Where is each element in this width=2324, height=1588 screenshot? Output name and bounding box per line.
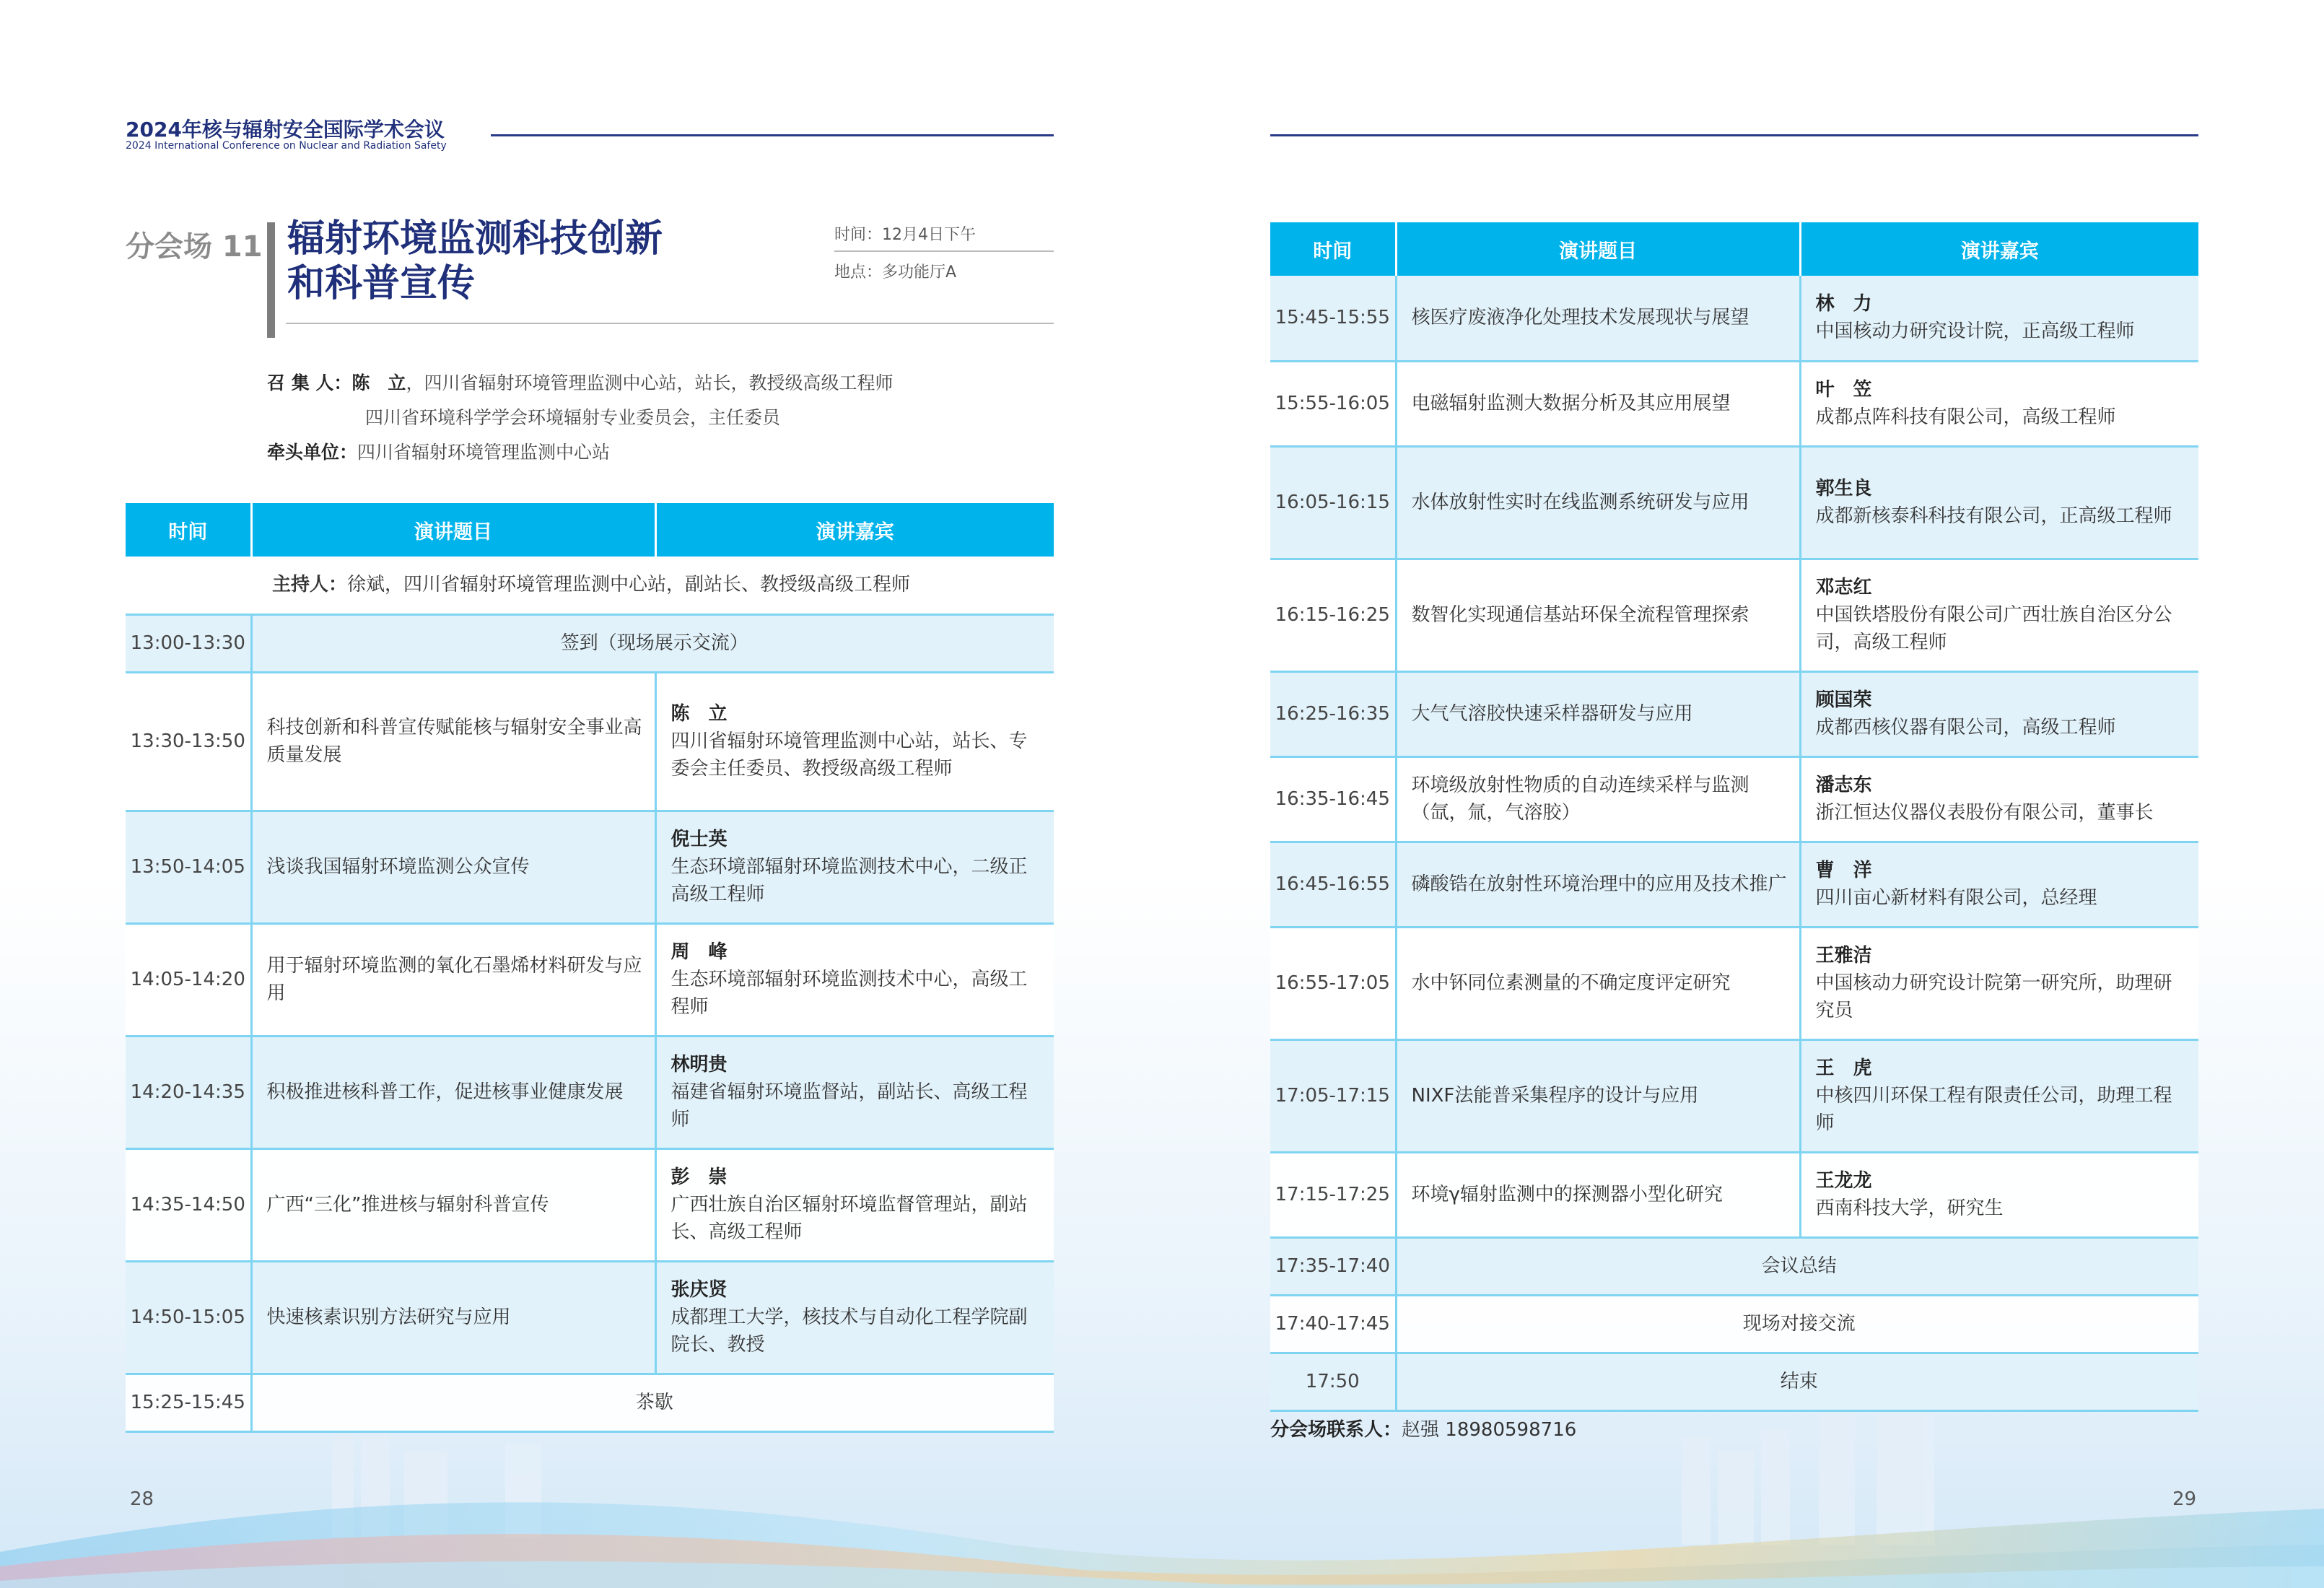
time-cell: 13:50-14:05 [126, 811, 251, 923]
speaker-affiliation: 浙江恒达仪器仪表股份有限公司，董事长 [1815, 802, 2154, 824]
convener-label: 召 集 人： [267, 372, 352, 393]
schedule-row-span [1270, 1237, 2198, 1295]
topic-cell: 磷酸锆在放射性环境治理中的应用及技术推广 [1396, 842, 1800, 927]
time-cell: 15:45-15:55 [1270, 276, 1396, 361]
topic-cell: 快速核素识别方法研究与应用 [251, 1261, 655, 1374]
speaker-affiliation: 中国铁塔股份有限公司广西壮族自治区分公司，高级工程师 [1815, 604, 2172, 653]
speaker-name: 曹 洋 [1815, 860, 1872, 881]
session-title-line1: 辐射环境监测科技创新 [287, 217, 663, 261]
speaker-affiliation: 成都点阵科技有限公司，高级工程师 [1815, 406, 2116, 428]
time-cell: 16:05-16:15 [1270, 446, 1396, 559]
speaker-cell [1800, 1152, 2198, 1237]
speaker-cell [1800, 361, 2198, 446]
time-cell: 17:40-17:45 [1270, 1295, 1396, 1353]
speaker-cell [655, 923, 1054, 1036]
speaker-name: 王龙龙 [1815, 1170, 1872, 1192]
session-title-bar [267, 222, 275, 338]
span-cell: 签到（现场展示交流） [251, 614, 1054, 672]
time-cell: 16:35-16:45 [1270, 756, 1396, 842]
speaker-affiliation: 中核四川环保工程有限责任公司，助理工程师 [1815, 1085, 2172, 1134]
span-cell: 现场对接交流 [1396, 1295, 2198, 1353]
speaker-cell [1800, 927, 2198, 1039]
schedule-row-span [1270, 1353, 2198, 1410]
host-text: 徐斌，四川省辐射环境管理监测中心站，副站长、教授级高级工程师 [347, 574, 911, 596]
topic-cell: 浅谈我国辐射环境监测公众宣传 [251, 811, 655, 923]
schedule-row [1270, 842, 2198, 927]
header-topic: 演讲题目 [1396, 222, 1800, 276]
speaker-cell [1800, 842, 2198, 927]
topic-cell: 环境γ辐射监测中的探测器小型化研究 [1396, 1152, 1800, 1237]
schedule-row [1270, 1039, 2198, 1152]
speaker-name: 周 峰 [670, 941, 728, 963]
header-rule-right [1270, 134, 2198, 136]
speaker-name: 潘志东 [1815, 775, 1872, 796]
speaker-affiliation: 成都理工大学，核技术与自动化工程学院副院长、教授 [670, 1306, 1028, 1356]
schedule-row [1270, 1152, 2198, 1237]
time-cell: 15:55-16:05 [1270, 361, 1396, 446]
speaker-name: 倪士英 [670, 829, 728, 850]
topic-cell: 水中钚同位素测量的不确定度评定研究 [1396, 927, 1800, 1039]
speaker-name: 王 虎 [1815, 1057, 1872, 1079]
time-cell: 13:00-13:30 [126, 614, 251, 672]
speaker-cell [1800, 1039, 2198, 1152]
speaker-cell [1800, 276, 2198, 361]
table-header-row [1270, 222, 2198, 276]
speaker-affiliation: 成都西核仪器有限公司，高级工程师 [1815, 717, 2116, 738]
speaker-cell [655, 811, 1054, 923]
topic-cell: 水体放射性实时在线监测系统研发与应用 [1396, 446, 1800, 559]
schedule-row [126, 923, 1054, 1036]
schedule-row [126, 1261, 1054, 1374]
schedule-row-span [1270, 1295, 2198, 1353]
host-row [126, 557, 1054, 614]
topic-cell: 用于辐射环境监测的氧化石墨烯材料研发与应用 [251, 923, 655, 1036]
contact-label: 分会场联系人： [1270, 1419, 1402, 1441]
session-location: 地点：多功能厅A [834, 263, 957, 282]
time-cell: 17:15-17:25 [1270, 1152, 1396, 1237]
page-number-left: 28 [130, 1488, 154, 1510]
speaker-name: 邓志红 [1815, 577, 1872, 598]
header-time: 时间 [126, 503, 251, 557]
session-header-rule [286, 323, 1054, 324]
topic-cell: 环境级放射性物质的自动连续采样与监测（氙，氚，气溶胶） [1396, 756, 1800, 842]
schedule-row [126, 672, 1054, 811]
speaker-cell [655, 1036, 1054, 1148]
time-cell: 13:30-13:50 [126, 672, 251, 811]
session-title [287, 217, 735, 306]
page-number-right: 29 [2172, 1488, 2197, 1510]
header-speaker: 演讲嘉宾 [1800, 222, 2198, 276]
schedule-row [126, 811, 1054, 923]
lead-unit-label: 牵头单位： [267, 442, 358, 463]
span-cell: 会议总结 [1396, 1237, 2198, 1295]
time-cell: 14:20-14:35 [126, 1036, 251, 1148]
header-rule-left [491, 134, 1054, 136]
span-cell: 茶歇 [251, 1374, 1054, 1431]
speaker-name: 顾国荣 [1815, 689, 1872, 711]
speaker-name: 郭生良 [1815, 478, 1872, 499]
convener-name: 陈 立 [351, 372, 406, 393]
speaker-affiliation: 四川省辐射环境管理监测中心站，站长、专委会主任委员、教授级高级工程师 [670, 730, 1028, 780]
convener-detail: ，四川省辐射环境管理监测中心站，站长，教授级高级工程师 [406, 372, 894, 393]
lead-unit-value: 四川省辐射环境管理监测中心站 [357, 442, 611, 463]
schedule-row [1270, 559, 2198, 671]
topic-cell: 核医疗废液净化处理技术发展现状与展望 [1396, 276, 1800, 361]
lead-unit-line [267, 438, 610, 464]
speaker-cell [655, 1148, 1054, 1261]
time-cell: 14:50-15:05 [126, 1261, 251, 1374]
schedule-table-right [1270, 222, 2198, 1412]
topic-cell: 大气气溶胶快速采样器研发与应用 [1396, 671, 1800, 756]
header-speaker: 演讲嘉宾 [655, 503, 1054, 557]
time-cell: 14:05-14:20 [126, 923, 251, 1036]
meta-divider [834, 250, 1054, 252]
speaker-name: 彭 崇 [670, 1166, 728, 1188]
topic-cell: 科技创新和科普宣传赋能核与辐射安全事业高质量发展 [251, 672, 655, 811]
session-title-line2: 和科普宣传 [287, 262, 476, 305]
schedule-row [126, 1148, 1054, 1261]
topic-cell: 电磁辐射监测大数据分析及其应用展望 [1396, 361, 1800, 446]
schedule-row-span [126, 1374, 1054, 1431]
time-cell: 14:35-14:50 [126, 1148, 251, 1261]
schedule-row [126, 1036, 1054, 1148]
speaker-name: 林 力 [1815, 293, 1872, 315]
speaker-name: 张庆贤 [670, 1279, 728, 1301]
schedule-row [1270, 276, 2198, 361]
speaker-cell [1800, 756, 2198, 842]
session-label: 分会场 11 [126, 230, 263, 263]
topic-cell: 数智化实现通信基站环保全流程管理探索 [1396, 559, 1800, 671]
time-cell: 17:35-17:40 [1270, 1237, 1396, 1295]
speaker-cell [1800, 446, 2198, 559]
contact-value: 赵强 18980598716 [1402, 1419, 1577, 1441]
span-cell: 结束 [1396, 1353, 2198, 1410]
schedule-row [1270, 671, 2198, 756]
speaker-name: 林明贵 [670, 1054, 728, 1076]
schedule-row-span [126, 614, 1054, 672]
time-cell: 17:50 [1270, 1353, 1396, 1410]
speaker-name: 叶 笠 [1815, 379, 1872, 401]
time-cell: 15:25-15:45 [126, 1374, 251, 1431]
schedule-table-left [126, 503, 1054, 1433]
conference-title: 2024年核与辐射安全国际学术会议 [126, 118, 445, 141]
time-cell: 16:45-16:55 [1270, 842, 1396, 927]
time-cell: 16:25-16:35 [1270, 671, 1396, 756]
speaker-affiliation: 生态环境部辐射环境监测技术中心，高级工程师 [670, 969, 1028, 1018]
schedule-row [1270, 927, 2198, 1039]
speaker-affiliation: 广西壮族自治区辐射环境监督管理站，副站长、高级工程师 [670, 1194, 1028, 1243]
speaker-cell [1800, 671, 2198, 756]
time-cell: 17:05-17:15 [1270, 1039, 1396, 1152]
speaker-affiliation: 福建省辐射环境监督站，副站长、高级工程师 [670, 1081, 1028, 1130]
topic-cell: 广西“三化”推进核与辐射科普宣传 [251, 1148, 655, 1261]
speaker-affiliation: 生态环境部辐射环境监测技术中心，二级正高级工程师 [670, 856, 1028, 905]
time-cell: 16:55-17:05 [1270, 927, 1396, 1039]
speaker-cell [655, 1261, 1054, 1374]
speaker-name: 王雅洁 [1815, 945, 1872, 967]
speaker-cell [655, 672, 1054, 811]
speaker-affiliation: 中国核动力研究设计院，正高级工程师 [1815, 320, 2135, 343]
convener-line2: 四川省环境科学学会环境辐射专业委员会，主任委员 [365, 407, 781, 428]
conference-subtitle: 2024 International Conference on Nuclear and Radiation Safety [126, 140, 447, 152]
session-contact [1270, 1415, 1576, 1441]
host-cell [126, 557, 1054, 614]
header-topic: 演讲题目 [251, 503, 655, 557]
schedule-row [1270, 361, 2198, 446]
schedule-row [1270, 446, 2198, 559]
speaker-affiliation: 成都新核泰科科技有限公司，正高级工程师 [1815, 505, 2172, 527]
speaker-affiliation: 中国核动力研究设计院第一研究所，助理研究员 [1815, 972, 2172, 1021]
topic-cell: NIXF法能普采集程序的设计与应用 [1396, 1039, 1800, 1152]
time-cell: 16:15-16:25 [1270, 559, 1396, 671]
session-time: 时间：12月4日下午 [834, 226, 976, 244]
header-time: 时间 [1270, 222, 1396, 276]
speaker-affiliation: 四川亩心新材料有限公司，总经理 [1815, 887, 2097, 909]
speaker-affiliation: 西南科技大学，研究生 [1815, 1197, 2004, 1219]
topic-cell: 积极推进核科普工作，促进核事业健康发展 [251, 1036, 655, 1148]
host-label: 主持人： [271, 574, 347, 596]
speaker-cell [1800, 559, 2198, 671]
speaker-name: 陈 立 [670, 703, 728, 725]
convener-line1 [267, 369, 893, 395]
schedule-row [1270, 756, 2198, 842]
table-header-row [126, 503, 1054, 557]
